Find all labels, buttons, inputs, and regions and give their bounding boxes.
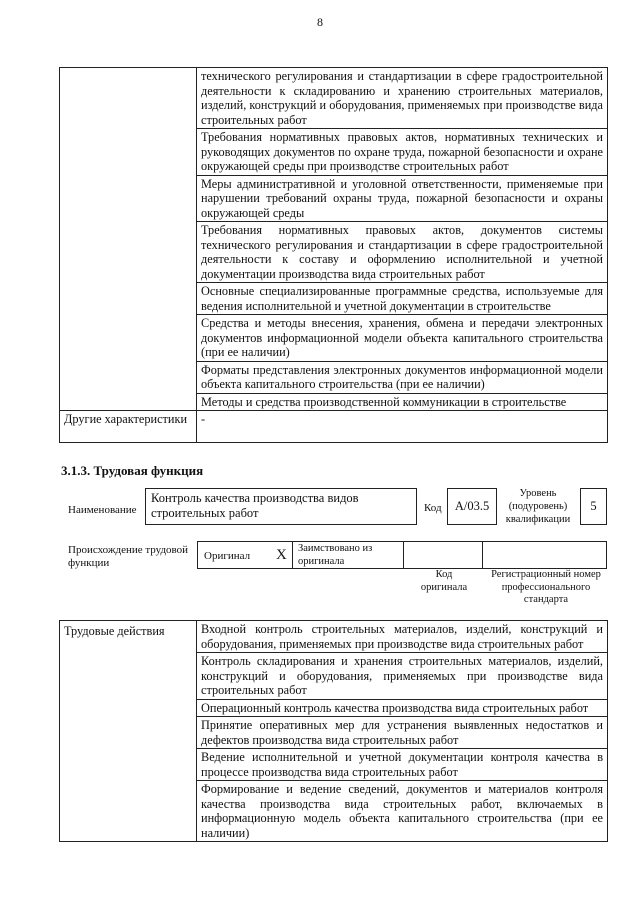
qualification-level-label: Уровень (подуровень) квалификации [505, 488, 571, 525]
qualification-level: 5 [590, 499, 597, 513]
qualification-level-box [580, 488, 607, 525]
labor-action-item: Ведение исполнительной и учетной документации контроля качества в процессе производства вида строительных работ [197, 749, 608, 781]
section-title: 3.1.3. Трудовая функция [61, 463, 204, 478]
labor-action-item: Формирование и ведение сведений, документов и материалов контроля качества производства вида строительных работ, включаемых в информационную модель объекта капитального строительства (при ее наличии) [197, 781, 608, 842]
original-mark: X [276, 547, 287, 563]
borrowed-label: Заимствовано из оригинала [298, 543, 373, 567]
labor-action-item: Операционный контроль качества производства вида строительных работ [197, 699, 608, 717]
function-code: А/03.5 [454, 499, 490, 513]
original-label: Оригинал [204, 550, 251, 562]
function-name: Контроль качества производства видов строительных работ [151, 491, 359, 520]
code-label: Код [424, 502, 442, 514]
labor-actions-table [59, 620, 608, 842]
name-label: Наименование [68, 504, 137, 516]
origin-code-box [403, 541, 483, 569]
knowledge-item: Требования нормативных правовых актов, нормативных технических и руководящих документов по охране труда, пожарной безопасности и охране окружающей среды при производстве строительных работ [197, 129, 608, 176]
labor-action-item: Контроль складирования и хранения строительных материалов, изделий, конструкций и оборудования, применяемых при производстве вида строительных работ [197, 653, 608, 700]
registration-number-caption: Регистрационный номер профессионального стандарта [491, 569, 601, 605]
registration-number-box [482, 541, 607, 569]
other-characteristics-value: - [197, 411, 608, 443]
labor-actions-label: Трудовые действия [60, 621, 197, 842]
page-number: 8 [317, 15, 323, 29]
function-code-box [447, 488, 497, 525]
labor-action-item: Входной контроль строительных материалов, изделий, конструкций и оборудования, применяемых при производстве вида строительных работ [197, 621, 608, 653]
knowledge-table [59, 67, 608, 443]
knowledge-label-cell [60, 68, 197, 411]
knowledge-item: Требования нормативных правовых актов, документов системы технического регулирования и стандартизации в сфере градостроительной деятельности к составу и оформлению исполнительной и учетной документации производства вида строительных работ [197, 222, 608, 283]
labor-action-item: Принятие оперативных мер для устранения выявленных недостатков и дефектов производства вида строительных работ [197, 717, 608, 749]
other-characteristics-label: Другие характеристики [60, 411, 197, 443]
origin-code-caption: Код оригинала [420, 569, 468, 593]
knowledge-item: Основные специализированные программные средства, используемые для ведения исполнительной и учетной документации в строительстве [197, 283, 608, 315]
borrowed-box [292, 541, 404, 569]
function-name-box [145, 488, 417, 525]
knowledge-item: Меры административной и уголовной ответственности, применяемые при нарушении требований охраны труда, пожарной безопасности и охраны окружающей среды [197, 175, 608, 222]
origin-label: Происхождение трудовой функции [68, 544, 189, 569]
knowledge-item: Средства и методы внесения, хранения, обмена и передачи электронных документов информационной модели объекта капитального строительства (при ее наличии) [197, 315, 608, 362]
knowledge-item: Форматы представления электронных документов информационной модели объекта капитального строительства (при ее наличии) [197, 361, 608, 393]
original-box [197, 541, 293, 569]
knowledge-item: Методы и средства производственной коммуникации в строительстве [197, 393, 608, 411]
knowledge-item: технического регулирования и стандартизации в сфере градостроительной деятельности к складированию и хранению строительных материалов, изделий, конструкций и оборудования, применяемых при производстве вида строительных работ [197, 68, 608, 129]
